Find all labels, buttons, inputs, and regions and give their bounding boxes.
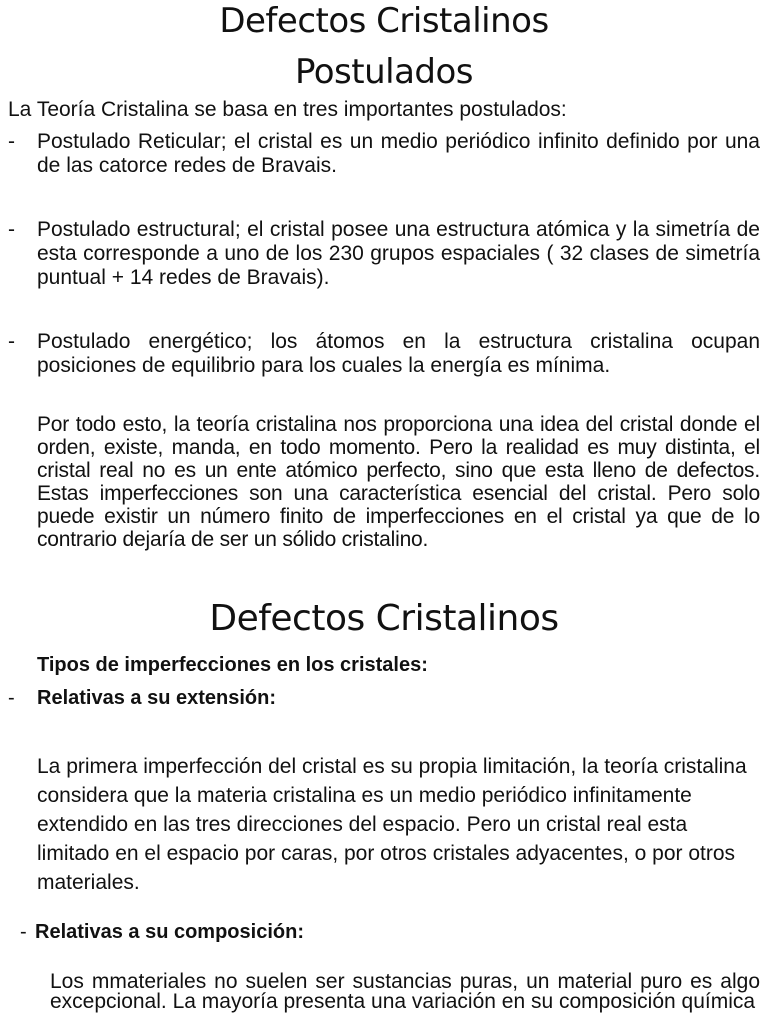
bullet-dash: - [20, 921, 27, 943]
section-subtitle: Tipos de imperfecciones en los cristales: [37, 654, 428, 676]
composition-paragraph: Los mmateriales no suelen ser sustancias puras, un material puro es algo excepcional. La mayoría presenta una variación en su composición química [50, 970, 760, 1013]
slide-subtitle: Postulados [294, 52, 474, 92]
bullet-dash: - [8, 218, 15, 241]
section-heading-extension: Relativas a su extensión: [37, 687, 276, 709]
bullet-text: Postulado estructural; el cristal posee una estructura atómica y la simetría de esta corresponde a uno de los 230 grupos espaciales ( 32 clases de simetría puntual + 14 redes de Bravais). [37, 218, 760, 289]
section-heading-composition: Relativas a su composición: [35, 921, 304, 943]
extension-paragraph: La primera imperfección del cristal es su propia limitación, la teoría cristalina considera que la materia cristalina es un medio periódico infinitamente extendido en las tres direcciones del espacio. Pero un cristal real esta limitado en el espacio por caras, por otros cristales adyacentes, o por otros materiales. [37, 755, 747, 894]
slide-defectos [0, 588, 768, 1024]
bullet-dash: - [8, 130, 15, 153]
intro-text: La Teoría Cristalina se basa en tres importantes postulados: [8, 98, 567, 121]
bullet-dash: - [8, 687, 15, 709]
bullet-text: Postulado Reticular; el cristal es un medio periódico infinito definido por una de las catorce redes de Bravais. [37, 130, 760, 177]
bullet-text: Postulado energético; los átomos en la estructura cristalina ocupan posiciones de equilibrio para los cuales la energía es mínima. [37, 330, 760, 377]
slide-title: Defectos Cristalinos [219, 1, 549, 41]
conclusion-paragraph: Por todo esto, la teoría cristalina nos proporciona una idea del cristal donde el orden, existe, manda, en todo momento. Pero la realidad es muy distinta, el cristal real no es un ente atómico perfecto, sino que esta lleno de defectos. Estas imperfecciones son una característica esencial del cristal. Pero solo puede existir un número finito de imperfecciones en el cristal ya que de lo contrario dejaría de ser un sólido cristalino. [37, 413, 760, 551]
slide-title: Defectos Cristalinos [209, 598, 559, 639]
bullet-dash: - [8, 330, 15, 353]
